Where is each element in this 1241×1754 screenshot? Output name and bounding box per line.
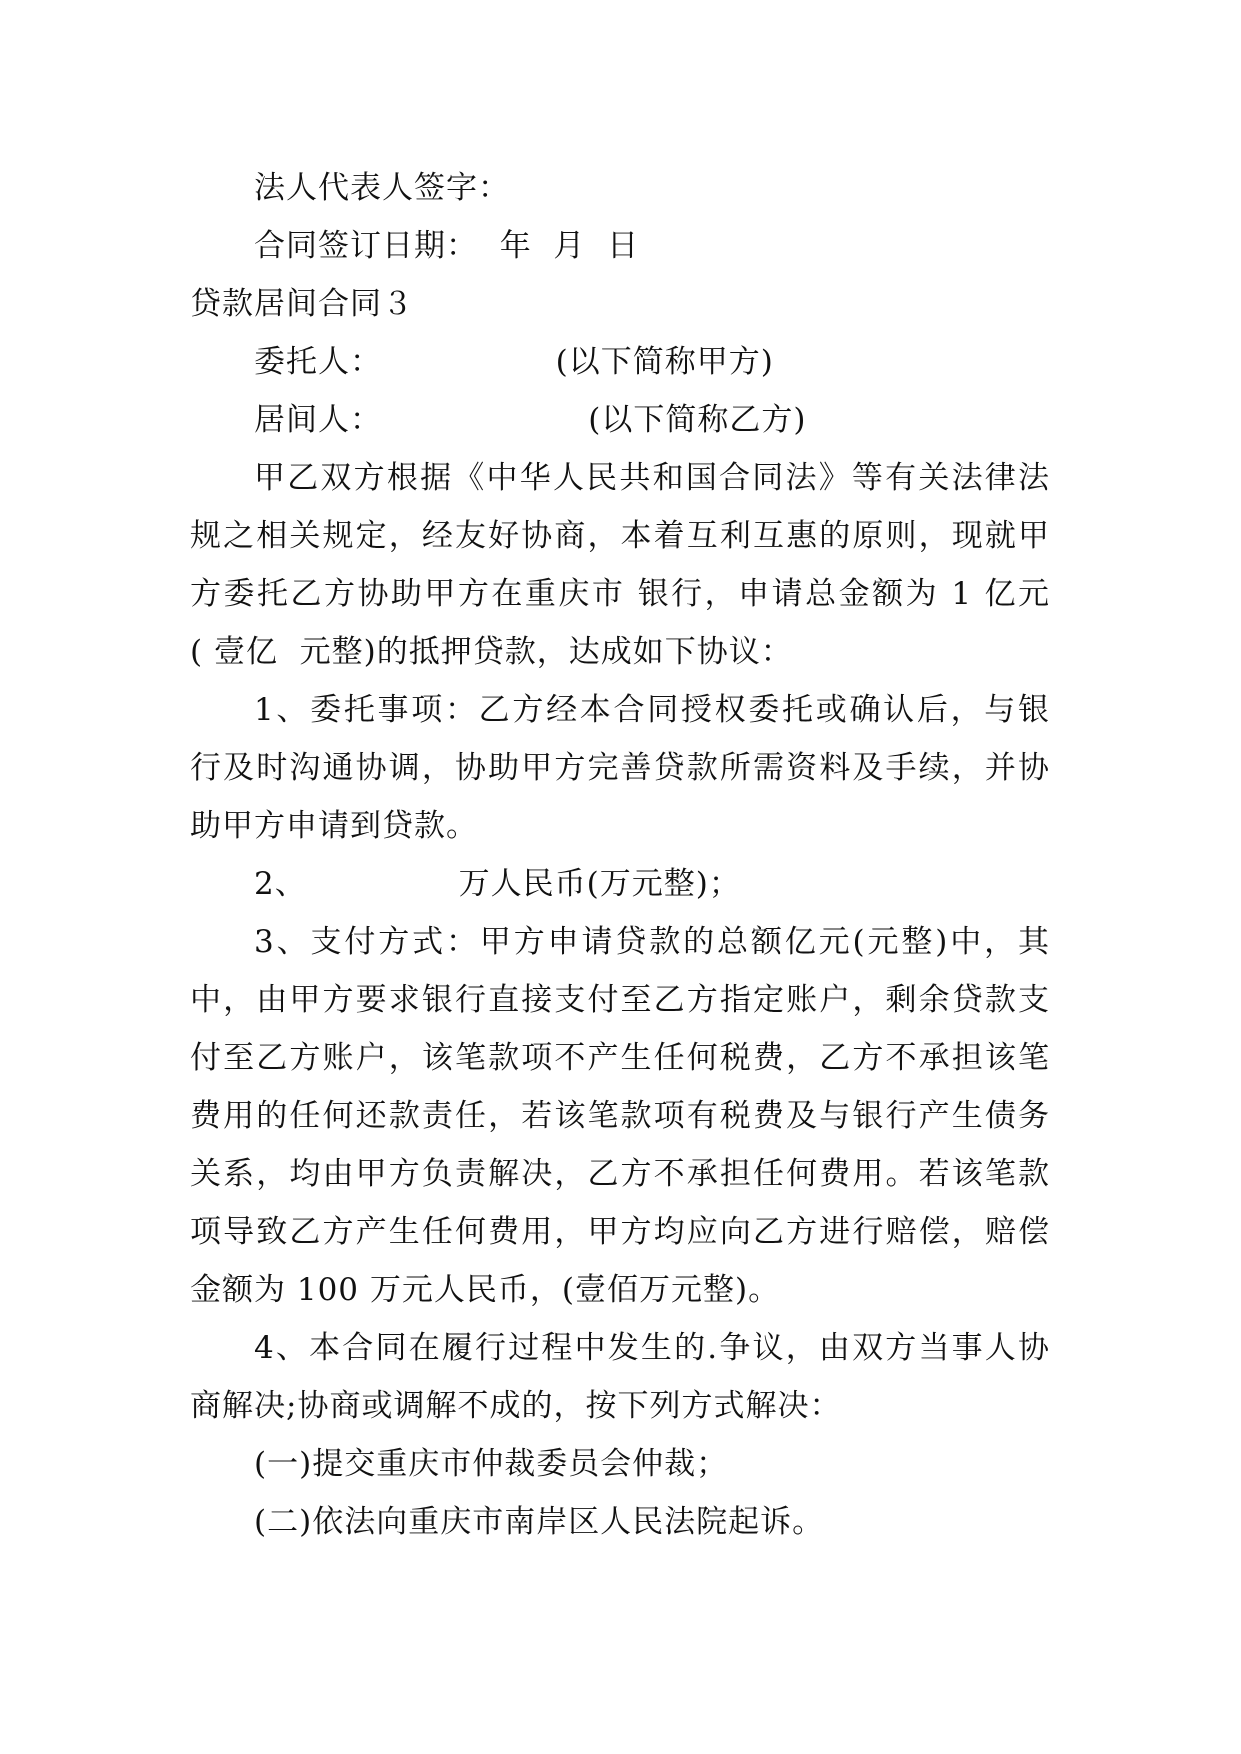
clause-4-line: 商解决;协商或调解不成的，按下列方式解决： xyxy=(190,1388,842,1424)
clause-1-line: 助甲方申请到贷款。 xyxy=(190,808,478,844)
signature-line: 法人代表人签字： xyxy=(254,170,510,206)
clause-4-line: 4、本合同在履行过程中发生的.争议，由双方当事人协 xyxy=(254,1330,1050,1366)
clause-2-line: 2、 万人民币(万元整)； xyxy=(254,866,741,902)
dispute-option-2: (二)依法向重庆市南岸区人民法院起诉。 xyxy=(254,1504,825,1540)
signing-date-line: 合同签订日期： 年 月 日 xyxy=(254,228,640,264)
intermediary-line: 居间人： (以下简称乙方) xyxy=(254,402,807,438)
clause-1-line: 1、委托事项：乙方经本合同授权委托或确认后，与银 xyxy=(254,692,1050,728)
clause-3-line: 项导致乙方产生任何费用，甲方均应向乙方进行赔偿，赔偿 xyxy=(190,1214,1050,1250)
clause-3-line: 3、支付方式：甲方申请贷款的总额亿元(元整)中，其 xyxy=(254,924,1050,960)
client-line: 委托人： (以下简称甲方) xyxy=(254,344,774,380)
clause-3-line: 金额为 100 万元人民币，(壹佰万元整)。 xyxy=(190,1272,781,1308)
paragraph-line: 方委托乙方协助甲方在重庆市 银行，申请总金额为 1 亿元 xyxy=(190,576,1050,612)
paragraph-line: 甲乙双方根据《中华人民共和国合同法》等有关法律法 xyxy=(254,460,1050,496)
clause-3-line: 费用的任何还款责任，若该笔款项有税费及与银行产生债务 xyxy=(190,1098,1050,1134)
clause-3-line: 中，由甲方要求银行直接支付至乙方指定账户，剩余贷款支 xyxy=(190,982,1050,1018)
clause-3-line: 付至乙方账户，该笔款项不产生任何税费，乙方不承担该笔 xyxy=(190,1040,1050,1076)
paragraph-line: 规之相关规定，经友好协商，本着互利互惠的原则，现就甲 xyxy=(190,518,1050,554)
clause-1-line: 行及时沟通协调，协助甲方完善贷款所需资料及手续，并协 xyxy=(190,750,1050,786)
clause-3-line: 关系，均由甲方负责解决，乙方不承担任何费用。若该笔款 xyxy=(190,1156,1050,1192)
paragraph-line: ( 壹亿 元整)的抵押贷款，达成如下协议： xyxy=(190,634,793,670)
contract-title: 贷款居间合同３ xyxy=(190,286,414,322)
dispute-option-1: (一)提交重庆市仲裁委员会仲裁； xyxy=(254,1446,729,1482)
